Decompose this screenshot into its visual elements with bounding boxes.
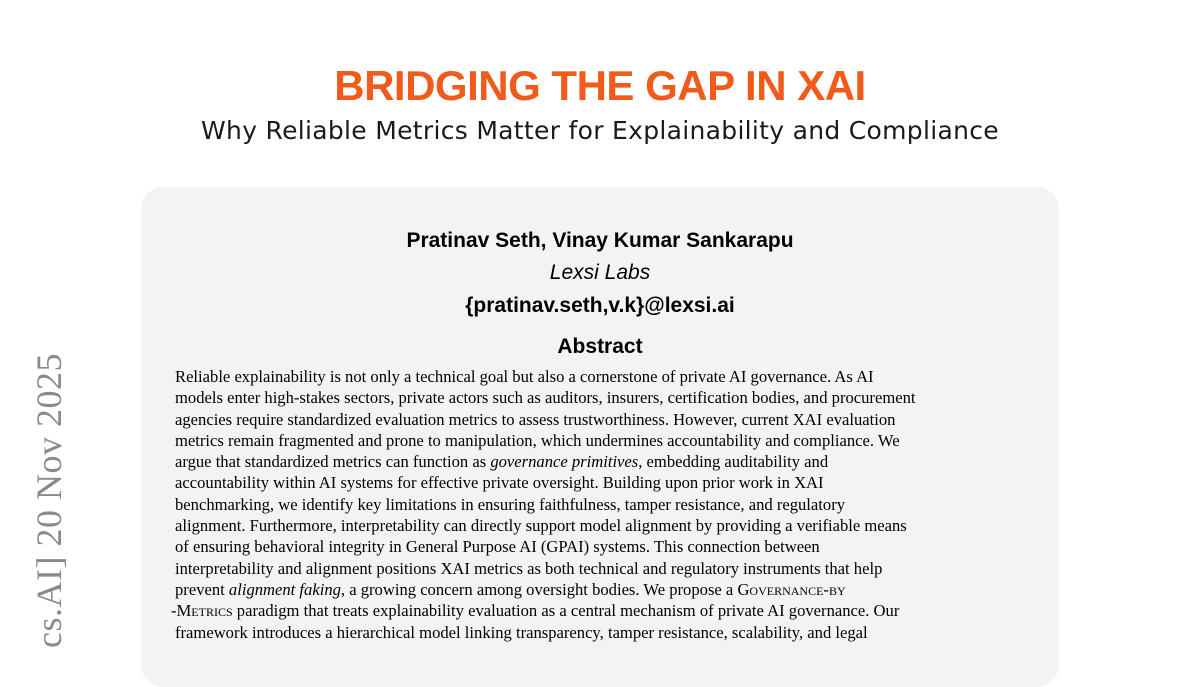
abstract-line: alignment. Furthermore, interpretability can directly support model alignment by providing a verifiable means xyxy=(175,516,907,536)
abstract-line: Reliable explainability is not only a technical goal but also a cornerstone of private AI governance. As AI xyxy=(175,367,874,386)
abstract-line: framework introduces a hierarchical model linking transparency, tamper resistance, scalability, and legal xyxy=(175,622,868,642)
abstract-heading: Abstract xyxy=(557,335,643,358)
paper-title: BRIDGING THE GAP IN XAI xyxy=(334,62,866,109)
abstract-line: interpretability and alignment positions XAI metrics as both technical and regulatory instruments that help xyxy=(175,558,883,578)
smallcaps-governance-by: Governance-by xyxy=(737,579,846,599)
emphasis-alignment-faking: alignment faking xyxy=(228,579,341,599)
abstract-line: agencies require standardized evaluation metrics to assess trustworthiness. However, current XAI evaluation xyxy=(175,409,896,429)
paper-subtitle: Why Reliable Metrics Matter for Explainability and Compliance xyxy=(201,116,999,145)
author-email: {pratinav.seth,v.k}@lexsi.ai xyxy=(465,294,735,317)
author-names: Pratinav Seth, Vinay Kumar Sankarapu xyxy=(406,229,794,252)
abstract-line: accountability within AI systems for effective private oversight. Building upon prior work in XAI xyxy=(175,473,824,493)
arxiv-side-stamp: cs.AI] 20 Nov 2025 xyxy=(29,353,69,648)
abstract-line: models enter high-stakes sectors, private actors such as auditors, insurers, certification bodies, and procurement xyxy=(175,388,916,408)
abstract-line: of ensuring behavioral integrity in General Purpose AI (GPAI) systems. This connection between xyxy=(175,537,820,557)
abstract-line: benchmarking, we identify key limitations in ensuring faithfulness, tamper resistance, and regulatory xyxy=(175,494,846,514)
abstract-line: prevent alignment faking, a growing concern among oversight bodies. We propose a Governance-by xyxy=(175,579,846,599)
affiliation: Lexsi Labs xyxy=(549,261,651,284)
smallcaps-metrics: -Metrics xyxy=(171,601,233,621)
abstract-line: -Metrics paradigm that treats explainability evaluation as a central mechanism of private AI governance. Our xyxy=(171,601,900,621)
abstract-line: argue that standardized metrics can function as governance primitives, embedding auditability and xyxy=(175,452,829,472)
abstract-line: metrics remain fragmented and prone to manipulation, which undermines accountability and compliance. We xyxy=(175,430,900,450)
emphasis-governance-primitives: governance primitives xyxy=(490,452,639,472)
abstract-body xyxy=(171,366,1035,643)
